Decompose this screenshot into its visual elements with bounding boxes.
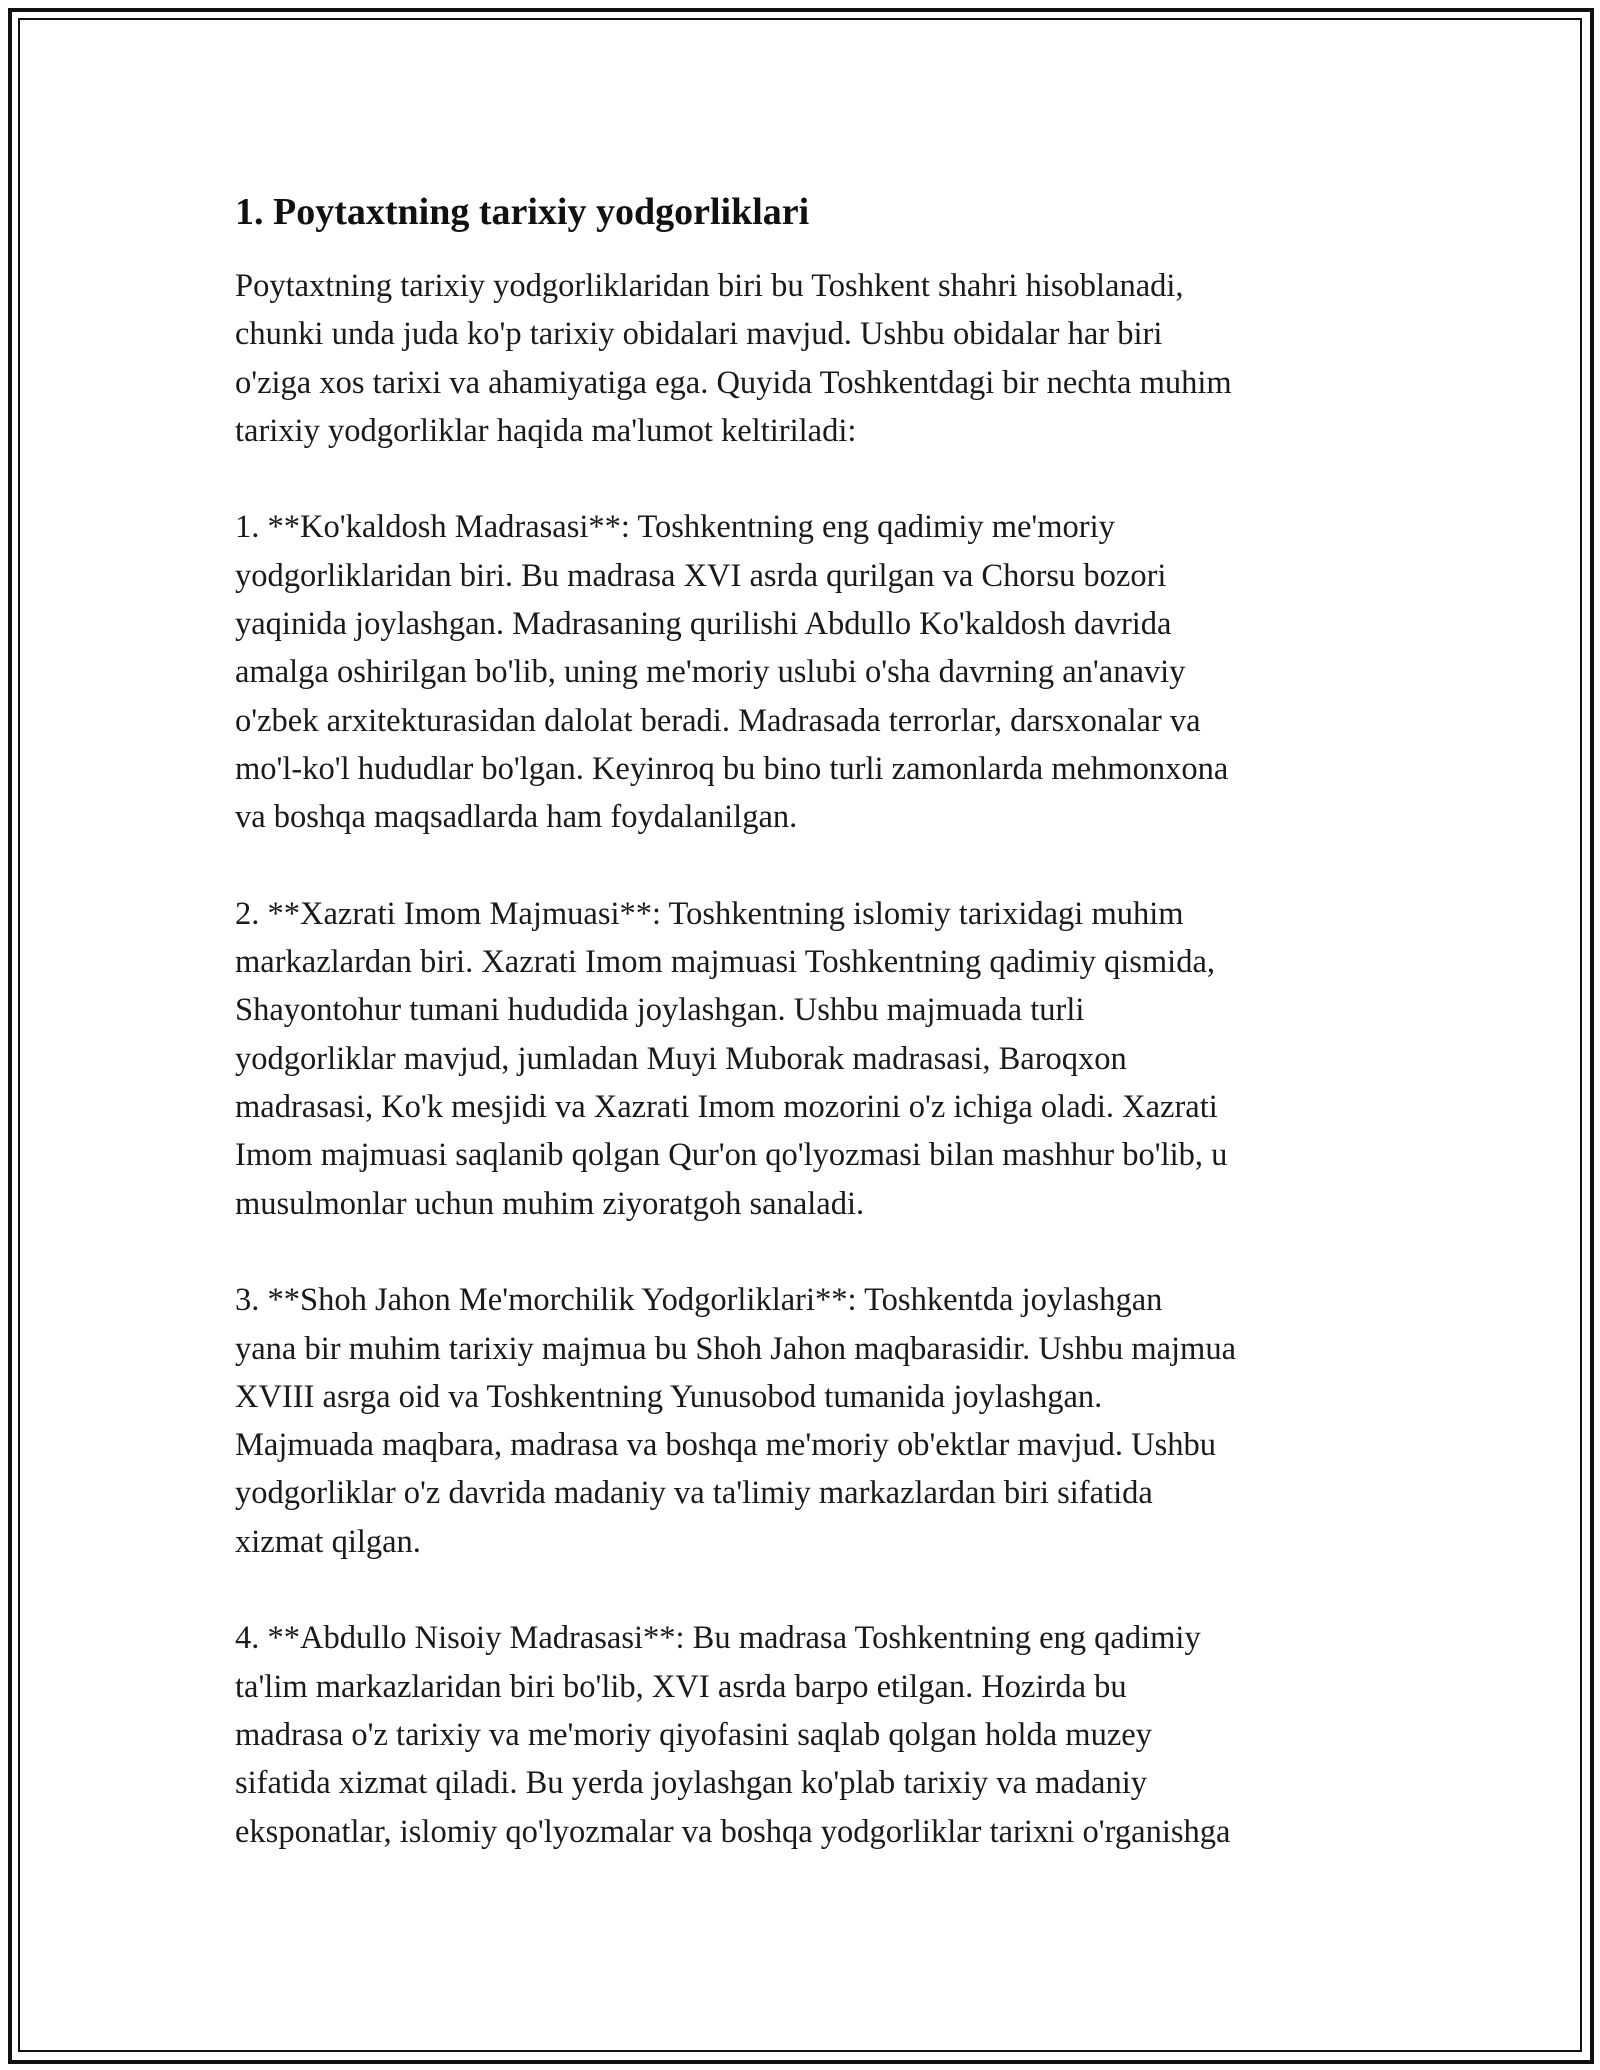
text-line: sifatida xizmat qiladi. Bu yerda joylashgan ko'plab tarixiy va madaniy — [235, 1765, 1147, 1802]
text-line: o'zbek arxitekturasidan dalolat beradi. Madrasada terrorlar, darsxonalar va — [235, 702, 1201, 739]
text-line: 4. **Abdullo Nisoiy Madrasasi**: Bu madrasa Toshkentning eng qadimiy — [235, 1620, 1201, 1657]
text-line: tarixiy yodgorliklar haqida ma'lumot keltiriladi: — [235, 412, 857, 449]
text-line: markazlardan biri. Xazrati Imom majmuasi Toshkentning qadimiy qismida, — [235, 944, 1216, 981]
text-line: o'ziga xos tarixi va ahamiyatiga ega. Quyida Toshkentdagi bir nechta muhim — [235, 364, 1232, 401]
text-line: amalga oshirilgan bo'lib, uning me'moriy uslubi o'sha davrning an'anaviy — [235, 654, 1186, 691]
text-line: Imom majmuasi saqlanib qolgan Qur'on qo'lyozmasi bilan mashhur bo'lib, u — [235, 1137, 1228, 1174]
paragraph-item-3 — [235, 1276, 1375, 1566]
text-line: yodgorliklaridan biri. Bu madrasa XVI asrda qurilgan va Chorsu bozori — [235, 557, 1167, 594]
text-line: ta'lim markazlaridan biri bo'lib, XVI asrda barpo etilgan. Hozirda bu — [235, 1668, 1127, 1705]
paragraph-item-2 — [235, 890, 1375, 1228]
document-title: 1. Poytaxtning tarixiy yodgorliklari — [235, 191, 810, 233]
text-line: Shayontohur tumani hududida joylashgan. Ushbu majmuada turli — [235, 992, 1085, 1029]
text-line: yana bir muhim tarixiy majmua bu Shoh Jahon maqbarasidir. Ushbu majmua — [235, 1330, 1237, 1367]
text-line: Poytaxtning tarixiy yodgorliklaridan biri bu Toshkent shahri hisoblanadi, — [235, 268, 1184, 304]
text-line: madrasasi, Ko'k mesjidi va Xazrati Imom mozorini o'z ichiga oladi. Xazrati — [235, 1089, 1218, 1126]
text-line: 3. **Shoh Jahon Me'morchilik Yodgorliklari**: Toshkentda joylashgan — [235, 1282, 1163, 1319]
text-line: 1. **Ko'kaldosh Madrasasi**: Toshkentning eng qadimiy me'moriy — [235, 509, 1115, 546]
text-line: XVIII asrga oid va Toshkentning Yunusobod tumanida joylashgan. — [235, 1378, 1103, 1415]
text-line: va boshqa maqsadlarda ham foydalanilgan. — [235, 799, 798, 836]
text-line: mo'l-ko'l hududlar bo'lgan. Keyinroq bu bino turli zamonlarda mehmonxona — [235, 750, 1229, 787]
text-line: yaqinida joylashgan. Madrasaning qurilishi Abdullo Ko'kaldosh davrida — [235, 606, 1172, 643]
text-line: 2. **Xazrati Imom Majmuasi**: Toshkentning islomiy tarixidagi muhim — [235, 895, 1184, 932]
text-line: yodgorliklar o'z davrida madaniy va ta'limiy markazlardan biri sifatida — [235, 1475, 1153, 1512]
text-line: Majmuada maqbara, madrasa va boshqa me'moriy ob'ektlar mavjud. Ushbu — [235, 1427, 1217, 1464]
text-line: musulmonlar uchun muhim ziyoratgoh sanaladi. — [235, 1185, 865, 1222]
paragraph-intro — [235, 262, 1375, 455]
document-body — [235, 188, 1375, 1904]
text-line: eksponatlar, islomiy qo'lyozmalar va boshqa yodgorliklar tarixni o'rganishga — [235, 1813, 1231, 1850]
text-line: madrasa o'z tarixiy va me'moriy qiyofasini saqlab qolgan holda muzey — [235, 1716, 1152, 1753]
paragraph-item-4 — [235, 1614, 1375, 1855]
paragraph-item-1 — [235, 503, 1375, 841]
text-line: xizmat qilgan. — [235, 1523, 421, 1560]
text-line: yodgorliklar mavjud, jumladan Muyi Muborak madrasasi, Baroqxon — [235, 1040, 1127, 1077]
text-line: chunki unda juda ko'p tarixiy obidalari mavjud. Ushbu obidalar har biri — [235, 316, 1163, 353]
